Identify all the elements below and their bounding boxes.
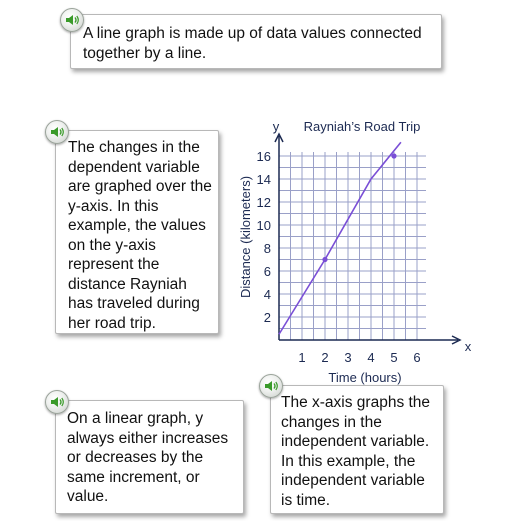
- y-tick-label: 10: [256, 218, 271, 233]
- callout-left-text: The changes in the dependent variable are graphed over the y-axis. In this example, the values on the y-axis represent the distance Rayniah has traveled during her road trip.: [68, 139, 212, 332]
- x-tick-label: 4: [367, 350, 375, 365]
- y-tick-label: 12: [256, 195, 271, 210]
- y-tick-label: 6: [263, 264, 271, 279]
- x-tick-label: 5: [390, 350, 398, 365]
- x-tick-label: 1: [298, 350, 306, 365]
- y-tick-label: 16: [256, 149, 271, 164]
- y-axis-label: Distance (kilometers): [238, 175, 253, 299]
- y-tick-label: 4: [263, 287, 271, 302]
- y-axis-letter: y: [272, 119, 280, 134]
- chart-title: Rayniah’s Road Trip: [303, 119, 421, 134]
- x-tick-label: 3: [344, 350, 352, 365]
- y-tick-label: 2: [263, 310, 271, 325]
- x-tick-label: 2: [321, 350, 329, 365]
- x-tick-label: 6: [413, 350, 421, 365]
- data-point-marker: [322, 257, 327, 262]
- x-axis-label: Time (hours): [328, 370, 402, 385]
- y-tick-label: 8: [263, 241, 271, 256]
- data-point-marker: [391, 153, 396, 158]
- callout-bottom-left-text: On a linear graph, y always either increases or decreases by the same increment, or value.: [67, 410, 229, 505]
- callout-top-text: A line graph is made up of data values connected together by a line.: [83, 25, 422, 62]
- y-tick-label: 14: [256, 172, 271, 187]
- callout-bottom-right-text: The x-axis graphs the changes in the independent variable. In this example, the independent variable is time.: [281, 394, 431, 509]
- x-axis-letter: x: [464, 339, 472, 354]
